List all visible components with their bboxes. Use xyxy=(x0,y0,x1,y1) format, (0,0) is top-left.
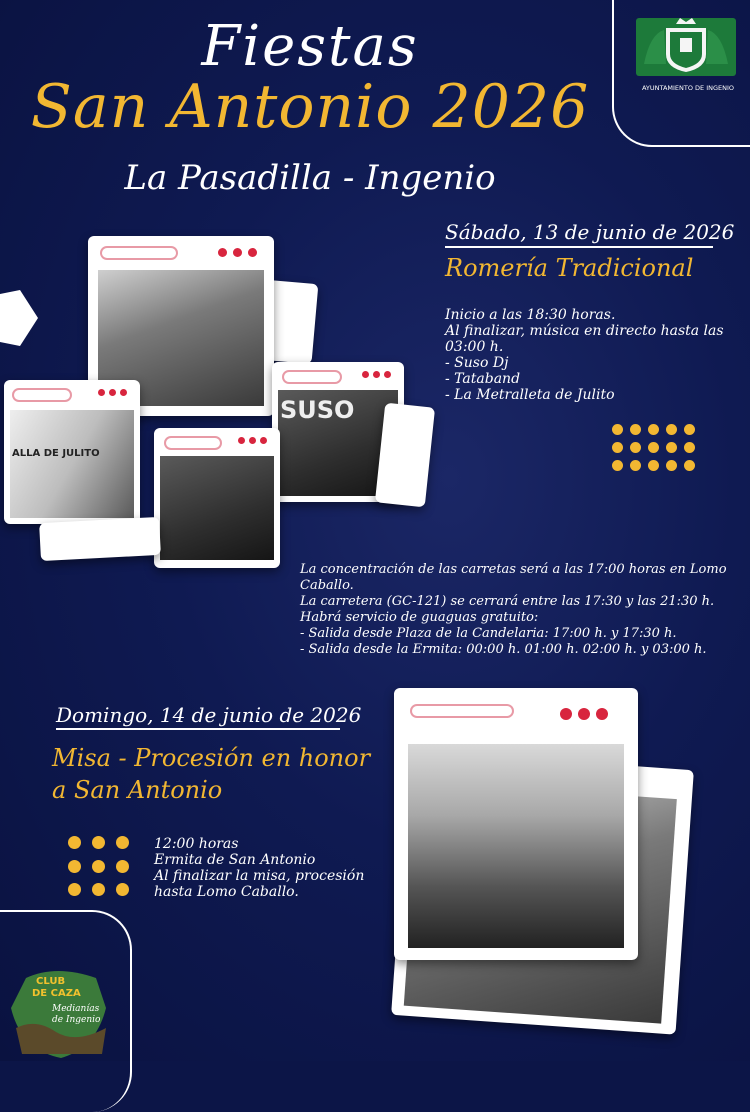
club-line3: Medianías xyxy=(52,1004,100,1014)
note-line: - Salida desde Plaza de la Candelaria: 17:00 h. y 17:30 h. xyxy=(300,626,677,641)
sunday-line: hasta Lomo Caballo. xyxy=(154,884,299,900)
ayuntamiento-logo xyxy=(636,14,736,80)
photo-card-procession xyxy=(394,688,638,960)
club-line2: DE CAZA xyxy=(32,988,81,999)
photo-card-julito xyxy=(4,380,140,524)
photo-metralleta-julito: ALLA DE JULITO xyxy=(10,410,134,518)
saturday-line: 03:00 h. xyxy=(445,339,504,355)
photo-card-back-3 xyxy=(39,517,161,561)
saturday-event-title: Romería Tradicional xyxy=(445,254,694,282)
saturday-line: - Suso Dj xyxy=(445,355,509,371)
sunday-line: 12:00 horas xyxy=(154,836,239,852)
note-line: La concentración de las carretas será a las 17:00 horas en Lomo Caballo. xyxy=(300,562,727,593)
gold-dot-grid xyxy=(612,424,696,472)
saturday-date: Sábado, 13 de junio de 2026 xyxy=(445,220,735,244)
sunday-details xyxy=(154,836,394,900)
sunday-line: Al finalizar la misa, procesión xyxy=(154,868,365,884)
photo-procession xyxy=(408,744,624,948)
saturday-notes xyxy=(300,562,746,658)
gold-dot-grid-sunday xyxy=(68,836,130,898)
sunday-event-title-line1: Misa - Procesión en honor xyxy=(52,744,371,772)
saturday-details xyxy=(445,307,745,403)
saturday-line: Inicio a las 18:30 horas. xyxy=(445,307,616,323)
saturday-line: - Tataband xyxy=(445,371,521,387)
photo-tataband xyxy=(160,456,274,560)
sunday-line: Ermita de San Antonio xyxy=(154,852,316,868)
note-line: Habrá servicio de guaguas gratuito: xyxy=(300,610,539,625)
saturday-line: - La Metralleta de Julito xyxy=(445,387,615,403)
title-san-antonio: San Antonio 2026 xyxy=(30,72,590,142)
hexagon-decoration-icon xyxy=(0,290,40,346)
logo-caption: AYUNTAMIENTO DE INGENIO xyxy=(641,84,735,92)
subtitle-location: La Pasadilla - Ingenio xyxy=(124,158,496,198)
photo-suso-dj: SUSO xyxy=(278,390,398,496)
photo-card-back-2 xyxy=(375,403,435,508)
sunday-date: Domingo, 14 de junio de 2026 xyxy=(56,703,362,727)
note-line: - Salida desde la Ermita: 00:00 h. 01:00 h. 02:00 h. y 03:00 h. xyxy=(300,642,707,657)
sunday-rule xyxy=(56,728,340,730)
club-caza-logo xyxy=(6,968,116,1058)
photo-card-tataband xyxy=(154,428,280,568)
club-line1: CLUB xyxy=(36,976,66,987)
saturday-rule xyxy=(445,246,713,248)
title-fiestas: Fiestas xyxy=(201,14,419,79)
saturday-line: Al finalizar, música en directo hasta las xyxy=(445,323,724,339)
club-line4: de Ingenio xyxy=(52,1015,101,1025)
note-line: La carretera (GC-121) se cerrará entre las 17:30 y las 21:30 h. xyxy=(300,594,715,609)
sunday-event-title-line2: a San Antonio xyxy=(52,776,223,804)
